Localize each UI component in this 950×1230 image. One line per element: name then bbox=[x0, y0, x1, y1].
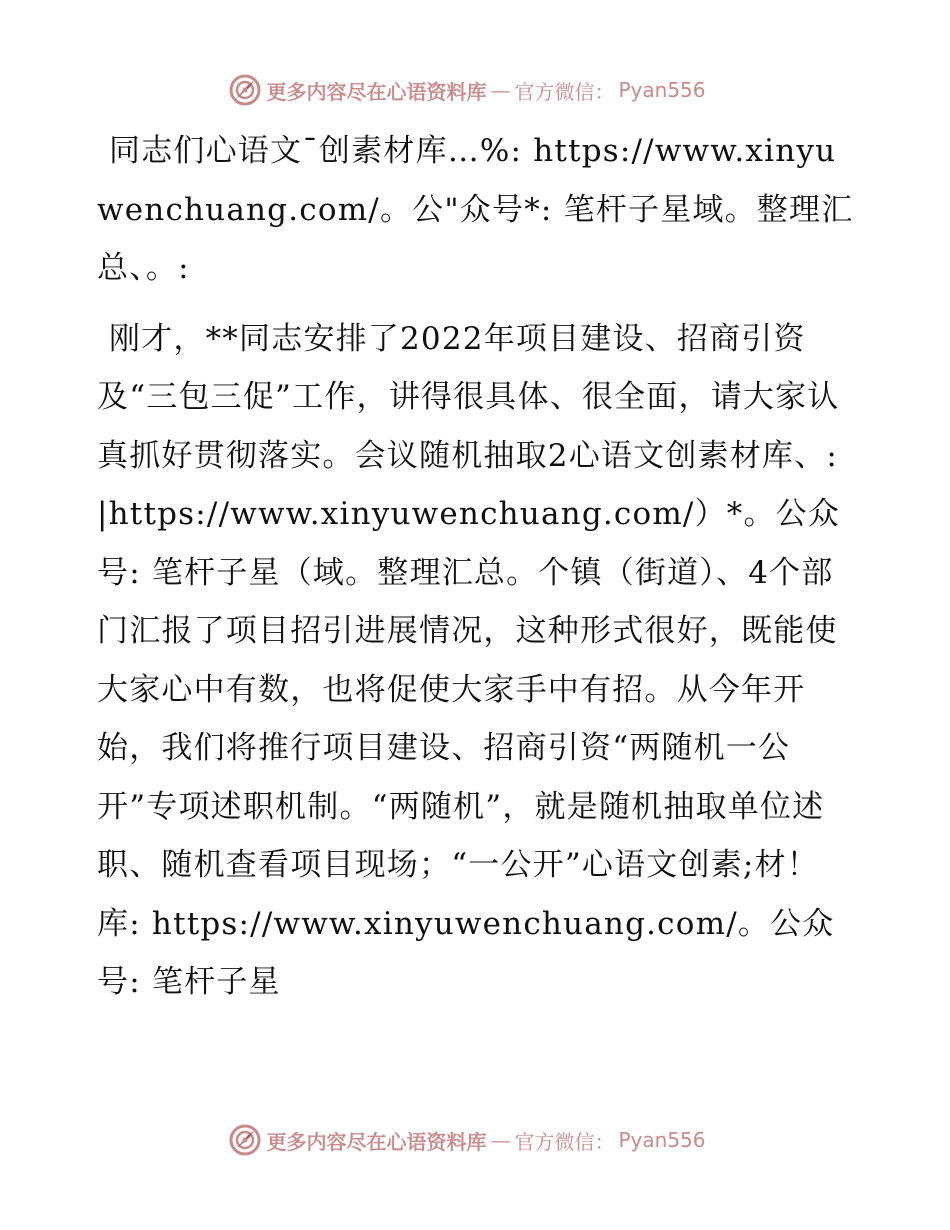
logo-icon bbox=[228, 1123, 262, 1157]
header-banner-content bbox=[228, 73, 705, 107]
banner-wechat-id: Pyan556 bbox=[618, 1128, 706, 1152]
document-body bbox=[97, 122, 857, 1012]
paragraph-main: 刚才，**同志安排了2022年项目建设、招商引资及“三包三促”工作，讲得很具体、很全面，请大家认真抓好贯彻落实。会议随机抽取2心语文创素材库、: |https://www.xinyuwenchuang.com/）*。公众号: 笔杆子星（域。整理汇总。个镇（街道）、4个部门汇报了项目招引进展情况，这种形式很好，既能使大家心中有数，也将促使大家手中有招。从今年开始，我们将推行项目建设、招商引资“两随机一公开”专项述职机制。“两随机”，就是随机抽取单位述职、随机查看项目现场；“一公开”心语文创素;材！库: https://www.xinyuwenchuang.com/。公众号: 笔杆子星 bbox=[97, 320, 841, 1000]
banner-wechat-label: 官方微信： bbox=[514, 1129, 615, 1154]
footer-banner-content bbox=[228, 1123, 705, 1157]
banner-main-text: 更多内容尽在心语资料库 bbox=[266, 79, 487, 104]
banner-wechat-label: 官方微信： bbox=[514, 79, 615, 104]
banner-dash: — bbox=[490, 1128, 511, 1152]
logo-icon bbox=[228, 73, 262, 107]
banner-dash: — bbox=[490, 78, 511, 102]
paragraph-intro: 同志们心语文¯创素材库…%: https://www.xinyuwenchuang.com/。公"众号*: 笔杆子星域。整理汇总、。: bbox=[97, 133, 854, 286]
footer-banner bbox=[0, 1120, 950, 1160]
banner-wechat-id: Pyan556 bbox=[618, 78, 706, 102]
header-banner bbox=[0, 70, 950, 110]
banner-main-text: 更多内容尽在心语资料库 bbox=[266, 1129, 487, 1154]
